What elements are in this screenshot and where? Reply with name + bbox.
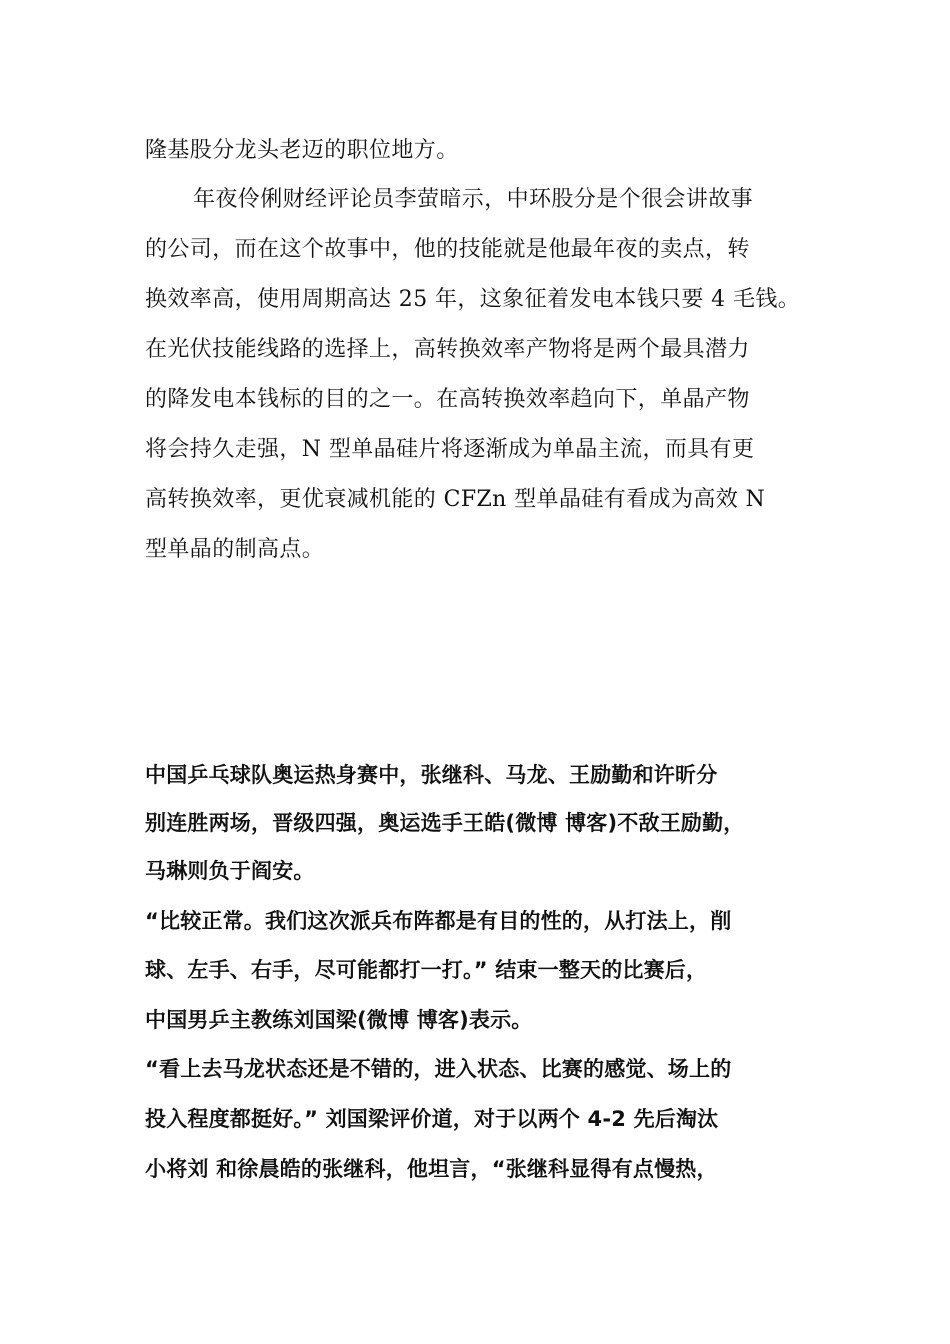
paragraph-line: 马琳则负于阎安。 bbox=[145, 859, 315, 883]
paragraph-line: 投入程度都挺好。” 刘国梁评价道，对于以两个 4-2 先后淘汰 bbox=[145, 1107, 719, 1131]
paragraph-line: 隆基股分龙头老迈的职位地方。 bbox=[145, 138, 459, 163]
paragraph-line: 中国男乒主教练刘国梁(微博 博客)表示。 bbox=[145, 1008, 533, 1032]
paragraph-line: 年夜伶俐财经评论员李萤暗示，中环股分是个很会讲故事 bbox=[193, 187, 754, 212]
paragraph-line: 别连胜两场，晋级四强，奥运选手王皓(微博 博客)不敌王励勤， bbox=[145, 811, 745, 835]
paragraph-line: 在光伏技能线路的选择上，高转换效率产物将是两个最具潜力 bbox=[145, 337, 750, 362]
paragraph-line: 型单晶的制高点。 bbox=[145, 537, 325, 562]
paragraph-line: 高转换效率，更优衰减机能的 CFZn 型单晶硅有看成为高效 N bbox=[145, 487, 766, 512]
paragraph-line: 将会持久走强，N 型单晶硅片将逐渐成为单晶主流，而具有更 bbox=[145, 437, 755, 462]
paragraph-line: 的降发电本钱标的目的之一。在高转换效率趋向下，单晶产物 bbox=[145, 387, 750, 412]
paragraph-line: 的公司，而在这个故事中，他的技能就是他最年夜的卖点，转 bbox=[145, 237, 750, 262]
paragraph-line: 中国乒乓球队奥运热身赛中，张继科、马龙、王励勤和许昕分 bbox=[145, 763, 718, 787]
paragraph-line: 小将刘 和徐晨皓的张继科，他坦言，“张继科显得有点慢热， bbox=[145, 1157, 718, 1181]
paragraph-line: “看上去马龙状态还是不错的，进入状态、比赛的感觉、场上的 bbox=[145, 1057, 732, 1081]
paragraph-line: 换效率高，使用周期高达 25 年，这象征着发电本钱只要 4 毛钱。 bbox=[145, 287, 801, 312]
paragraph-line: 球、左手、右手，尽可能都打一打。” 结束一整天的比赛后， bbox=[145, 958, 708, 982]
paragraph-line: “比较正常。我们这次派兵布阵都是有目的性的，从打法上，削 bbox=[145, 909, 732, 933]
